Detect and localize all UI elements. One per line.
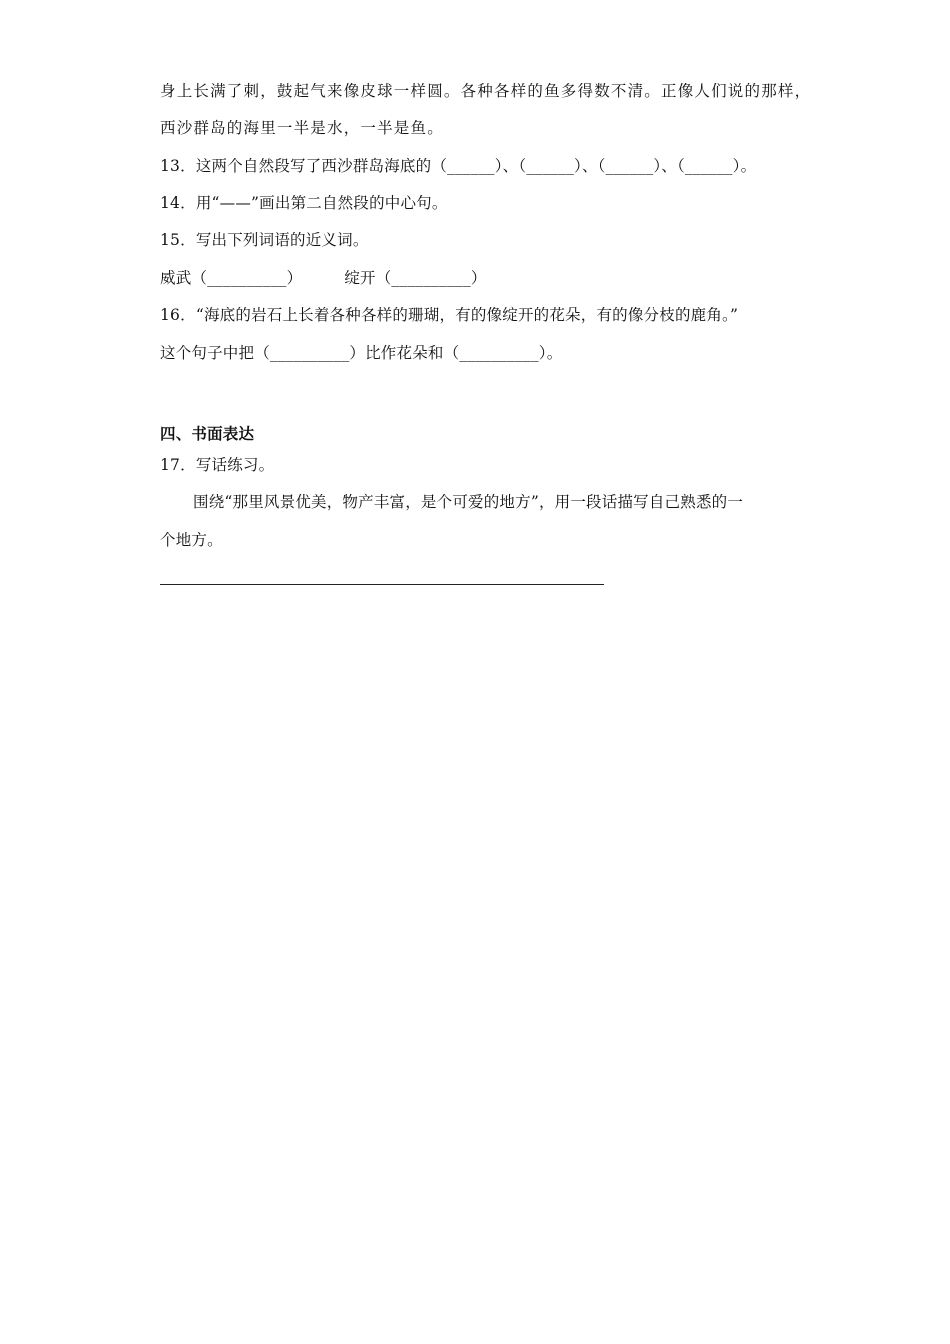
passage-line-1: 身上长满了刺，鼓起气来像皮球一样圆。各种各样的鱼多得数不清。正像人们说的那样，: [160, 82, 812, 100]
question-15: 15．写出下列词语的近义词。: [160, 231, 369, 249]
question-16-line-1: 16．“海底的岩石上长着各种各样的珊瑚，有的像绽开的花朵，有的像分枝的鹿角。”: [160, 306, 739, 324]
passage-line-2: 西沙群岛的海里一半是水，一半是鱼。: [160, 119, 444, 137]
question-14: 14．用“——”画出第二自然段的中心句。: [160, 194, 448, 212]
writing-prompt-line-1: 围绕“那里风景优美，物产丰富，是个可爱的地方”，用一段话描写自己熟悉的一: [193, 493, 744, 511]
synonym-item-weiwu: 威武（__________）: [160, 269, 303, 287]
question-15-items: [160, 268, 487, 288]
writing-prompt-line-2: 个地方。: [160, 531, 223, 549]
answer-line[interactable]: [160, 584, 604, 585]
synonym-item-zhankai: 绽开（__________）: [344, 269, 487, 287]
question-17: 17．写话练习。: [160, 456, 275, 474]
question-16-line-2: 这个句子中把（__________）比作花朵和（__________）。: [160, 344, 563, 362]
section-4-heading: 四、书面表达: [160, 424, 255, 443]
question-13: 13．这两个自然段写了西沙群岛海底的（______）、（______）、（______）、（______）。: [160, 157, 757, 175]
